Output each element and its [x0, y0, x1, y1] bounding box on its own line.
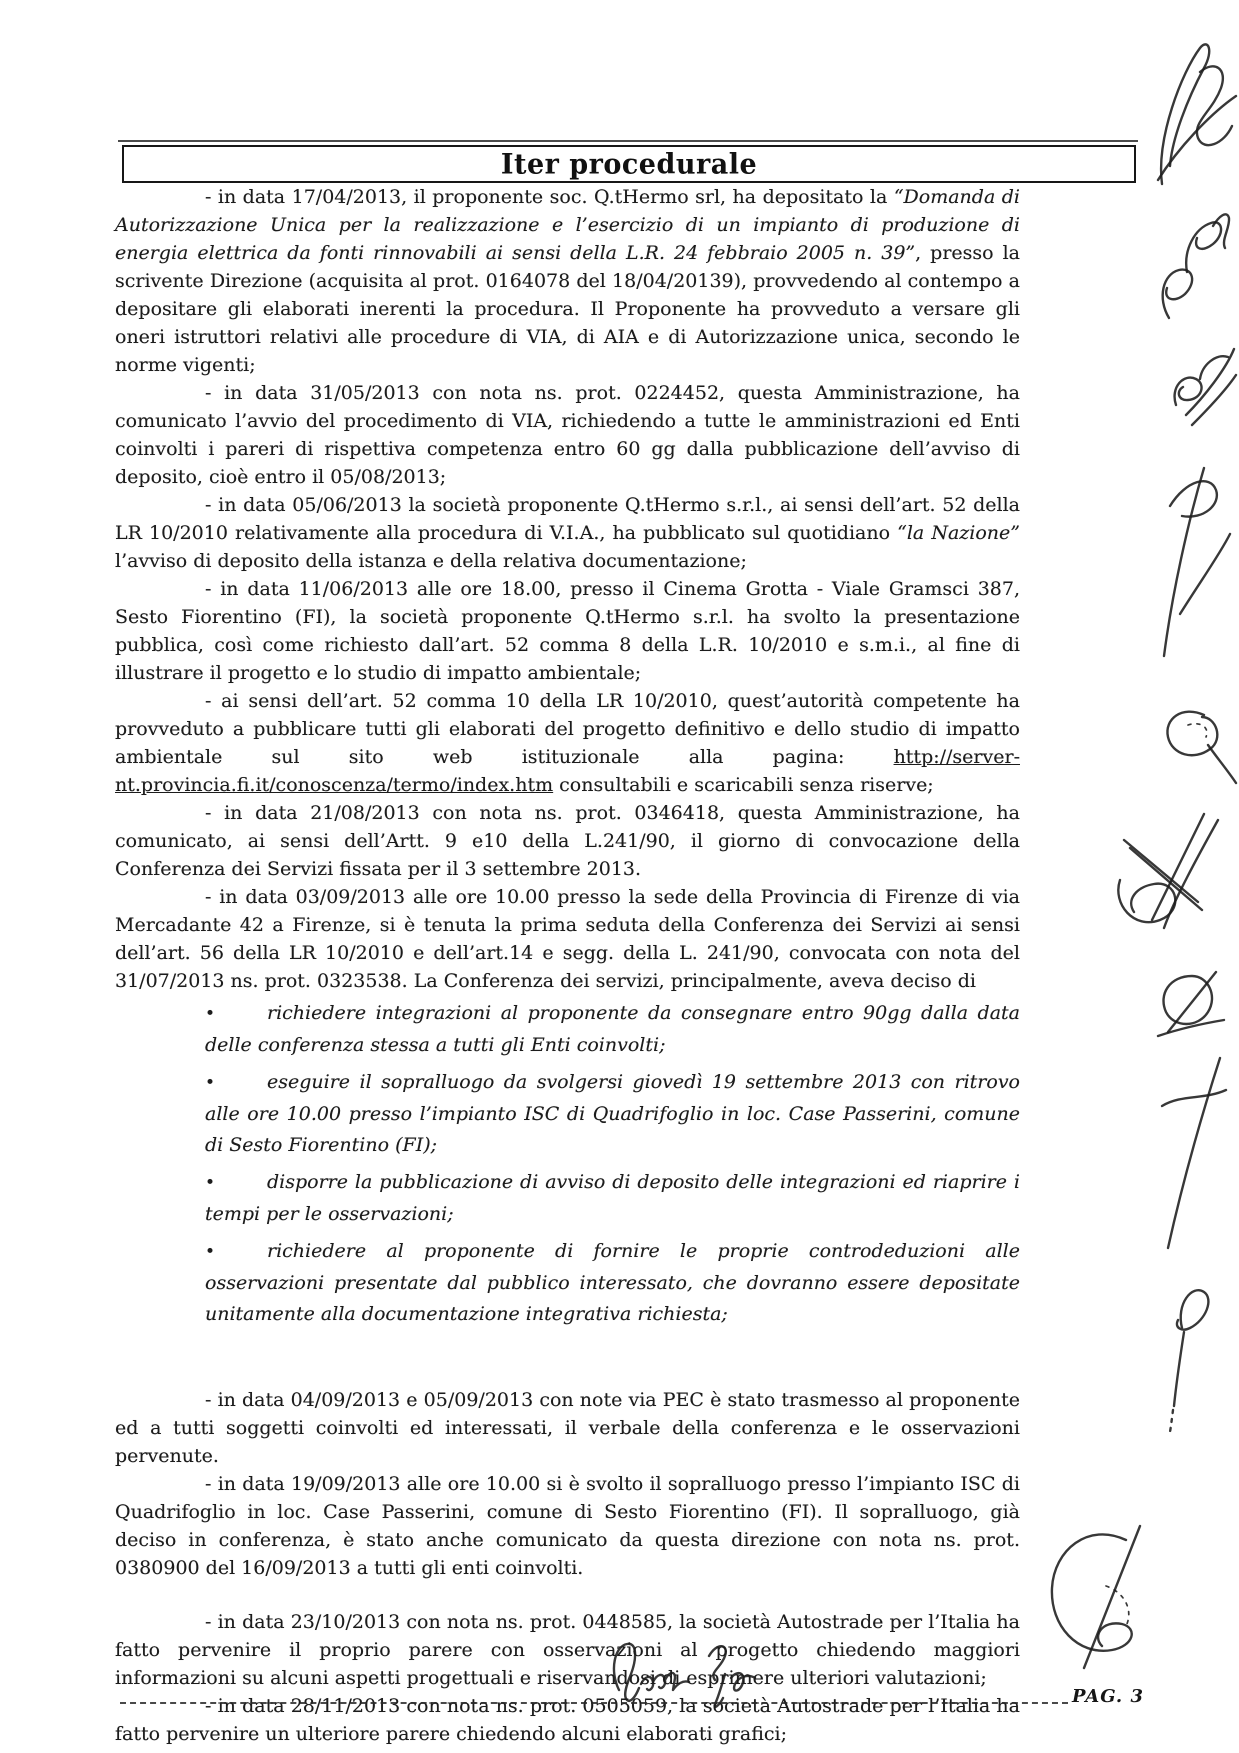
- paragraph: [115, 883, 1020, 995]
- text-run: - in data 21/08/2013 con nota ns. prot. 0346418, questa Amministrazione, ha comunicato, ai sensi dell’Artt. 9 e10 della L.241/90, il giorno di convocazione della Conferenza dei Servizi fissata per il 3 settembre 2013.: [115, 802, 1020, 880]
- paragraph: [115, 575, 1020, 687]
- text-run: - in data 19/09/2013 alle ore 10.00 si è svolto il sopralluogo presso l’impianto ISC di Quadrifoglio in loc. Case Passerini, comune di Sesto Fiorentino (FI). Il sopralluogo, già deciso in conferenza, è stato anche comunicato da questa direzione con nota ns. prot. 0380900 del 16/09/2013 a tutti gli enti coinvolti.: [115, 1473, 1020, 1579]
- text-run: - ai sensi dell’art. 52 comma 10 della LR 10/2010, quest’autorità competente ha provveduto a pubblicare tutti gli elaborati del progetto definitivo e dello studio di impatto ambientale sul sito web istituzionale alla pagina:: [115, 690, 1020, 768]
- bullet-dot: •: [205, 1073, 216, 1093]
- bullet-dot: •: [205, 1173, 216, 1193]
- paragraph: [115, 687, 1020, 799]
- paragraph: [115, 799, 1020, 883]
- paragraph: [115, 379, 1020, 491]
- paragraph: [115, 491, 1020, 575]
- paragraph: [115, 1470, 1020, 1582]
- paragraph: [115, 183, 1020, 379]
- bullet-item: [205, 998, 1020, 1061]
- handwritten-margin-initial: [1158, 1052, 1230, 1254]
- text-run-italic: “la Nazione”: [897, 522, 1020, 544]
- handwritten-margin-initial: [1112, 808, 1238, 946]
- bullet-item: [205, 1236, 1020, 1330]
- handwritten-margin-initial: [1152, 968, 1230, 1052]
- bullet-text: disporre la pubblicazione di avviso di deposito delle integrazioni ed riaprire i tempi per le osservazioni;: [205, 1171, 1020, 1225]
- text-run: - in data 05/06/2013 la società proponente Q.tHermo s.r.l., ai sensi dell’art. 52 della LR 10/2010 relativamente alla procedura di V.I.A., ha pubblicato sul quotidiano: [115, 494, 1020, 544]
- bullet-item: [205, 1067, 1020, 1161]
- handwritten-margin-initial: [1158, 1282, 1220, 1434]
- text-run: - in data 04/09/2013 e 05/09/2013 con note via PEC è stato trasmesso al proponente ed a tutti soggetti coinvolti ed interessati, il verbale della conferenza e le osservazioni pervenute.: [115, 1389, 1020, 1467]
- handwritten-margin-initial: [1158, 462, 1234, 664]
- page-number: PAG. 3: [1072, 1686, 1144, 1707]
- paragraph: [115, 1692, 1020, 1748]
- bullet-text: eseguire il sopralluogo da svolgersi giovedì 19 settembre 2013 con ritrovo alle ore 10.00 presso l’impianto ISC di Quadrifoglio in loc. Case Passerini, comune di Sesto Fiorentino (FI);: [205, 1071, 1020, 1156]
- handwritten-margin-initial: [1148, 38, 1239, 190]
- decision-list: [205, 998, 1020, 1330]
- handwritten-paraph: [1042, 1522, 1154, 1676]
- handwritten-margin-initial: [1158, 703, 1239, 795]
- page-title: Iter procedurale: [500, 147, 758, 181]
- text-run: - in data 17/04/2013, il proponente soc. Q.tHermo srl, ha depositato la: [205, 186, 894, 208]
- text-run: - in data 31/05/2013 con nota ns. prot. 0224452, questa Amministrazione, ha comunicato l’avvio del procedimento di VIA, richiedendo a tutte le amministrazioni ed Enti coinvolti i pareri di rispettiva competenza entro 60 gg dalla pubblicazione dell’avviso di deposito, cioè entro il 05/08/2013;: [115, 382, 1020, 488]
- document-url-text: http://server-nt.provincia.fi.it/conoscenza/termo/index.htm: [115, 746, 1020, 796]
- bullet-item: [205, 1167, 1020, 1230]
- document-body: [115, 183, 1020, 1748]
- bullet-text: richiedere al proponente di fornire le proprie controdeduzioni alle osservazioni presentate dal pubblico interessato, che dovranno essere depositate unitamente alla documentazione integrativa richiesta;: [205, 1240, 1020, 1325]
- text-run: consultabili e scaricabili senza riserve;: [553, 774, 934, 796]
- text-run: , presso la scrivente Direzione (acquisita al prot. 0164078 del 18/04/20139), provvedendo al contempo a depositare gli elaborati inerenti la procedura. Il Proponente ha provveduto a versare gli oneri istruttori relativi alle procedure di VIA, di AIA e di Autorizzazione unica, secondo le norme vigenti;: [115, 242, 1020, 376]
- handwritten-margin-initial: [1168, 343, 1238, 439]
- text-run: - in data 23/10/2013 con nota ns. prot. 0448585, la società Autostrade per l’Italia ha fatto pervenire il proprio parere con osservazioni al progetto chiedendo maggiori informazioni su alcuni aspetti progettuali e riservandosi di esprimere ulteriori valutazioni;: [115, 1611, 1020, 1689]
- title-box: [122, 145, 1136, 183]
- bullet-dot: •: [205, 1242, 216, 1262]
- footer-rule: [120, 1702, 1068, 1704]
- text-run: - in data 03/09/2013 alle ore 10.00 presso la sede della Provincia di Firenze di via Mercadante 42 a Firenze, si è tenuta la prima seduta della Conferenza dei Servizi ai sensi dell’art. 56 della LR 10/2010 e dell’art.14 e segg. della L. 241/90, convocata con nota del 31/07/2013 ns. prot. 0323538. La Conferenza dei servizi, principalmente, aveva deciso di: [115, 886, 1020, 992]
- paragraph: [115, 1386, 1020, 1470]
- bullet-text: richiedere integrazioni al proponente da consegnare entro 90gg dalla data delle conferenza stessa a tutti gli Enti coinvolti;: [205, 1002, 1020, 1056]
- paragraph: [115, 1608, 1020, 1692]
- bullet-dot: •: [205, 1004, 216, 1024]
- text-run: l’avviso di deposito della istanza e della relativa documentazione;: [115, 550, 747, 572]
- handwritten-margin-initial: [1155, 208, 1233, 326]
- text-run: - in data 28/11/2013 con nota ns. prot. 0505059, la società Autostrade per l’Italia ha fatto pervenire un ulteriore parere chiedendo alcuni elaborati grafici;: [115, 1695, 1020, 1745]
- text-run-italic: “Domanda di Autorizzazione Unica per la realizzazione e l’esercizio di un impianto di produzione di energia elettrica da fonti rinnovabili ai sensi della L.R. 24 febbraio 2005 n. 39”: [115, 186, 1020, 264]
- text-run: - in data 11/06/2013 alle ore 18.00, presso il Cinema Grotta - Viale Gramsci 387, Sesto Fiorentino (FI), la società proponente Q.tHermo s.r.l. ha svolto la presentazione pubblica, così come richiesto dall’art. 52 comma 8 della L.R. 10/2010 e s.m.i., al fine di illustrare il progetto e lo studio di impatto ambientale;: [115, 578, 1020, 684]
